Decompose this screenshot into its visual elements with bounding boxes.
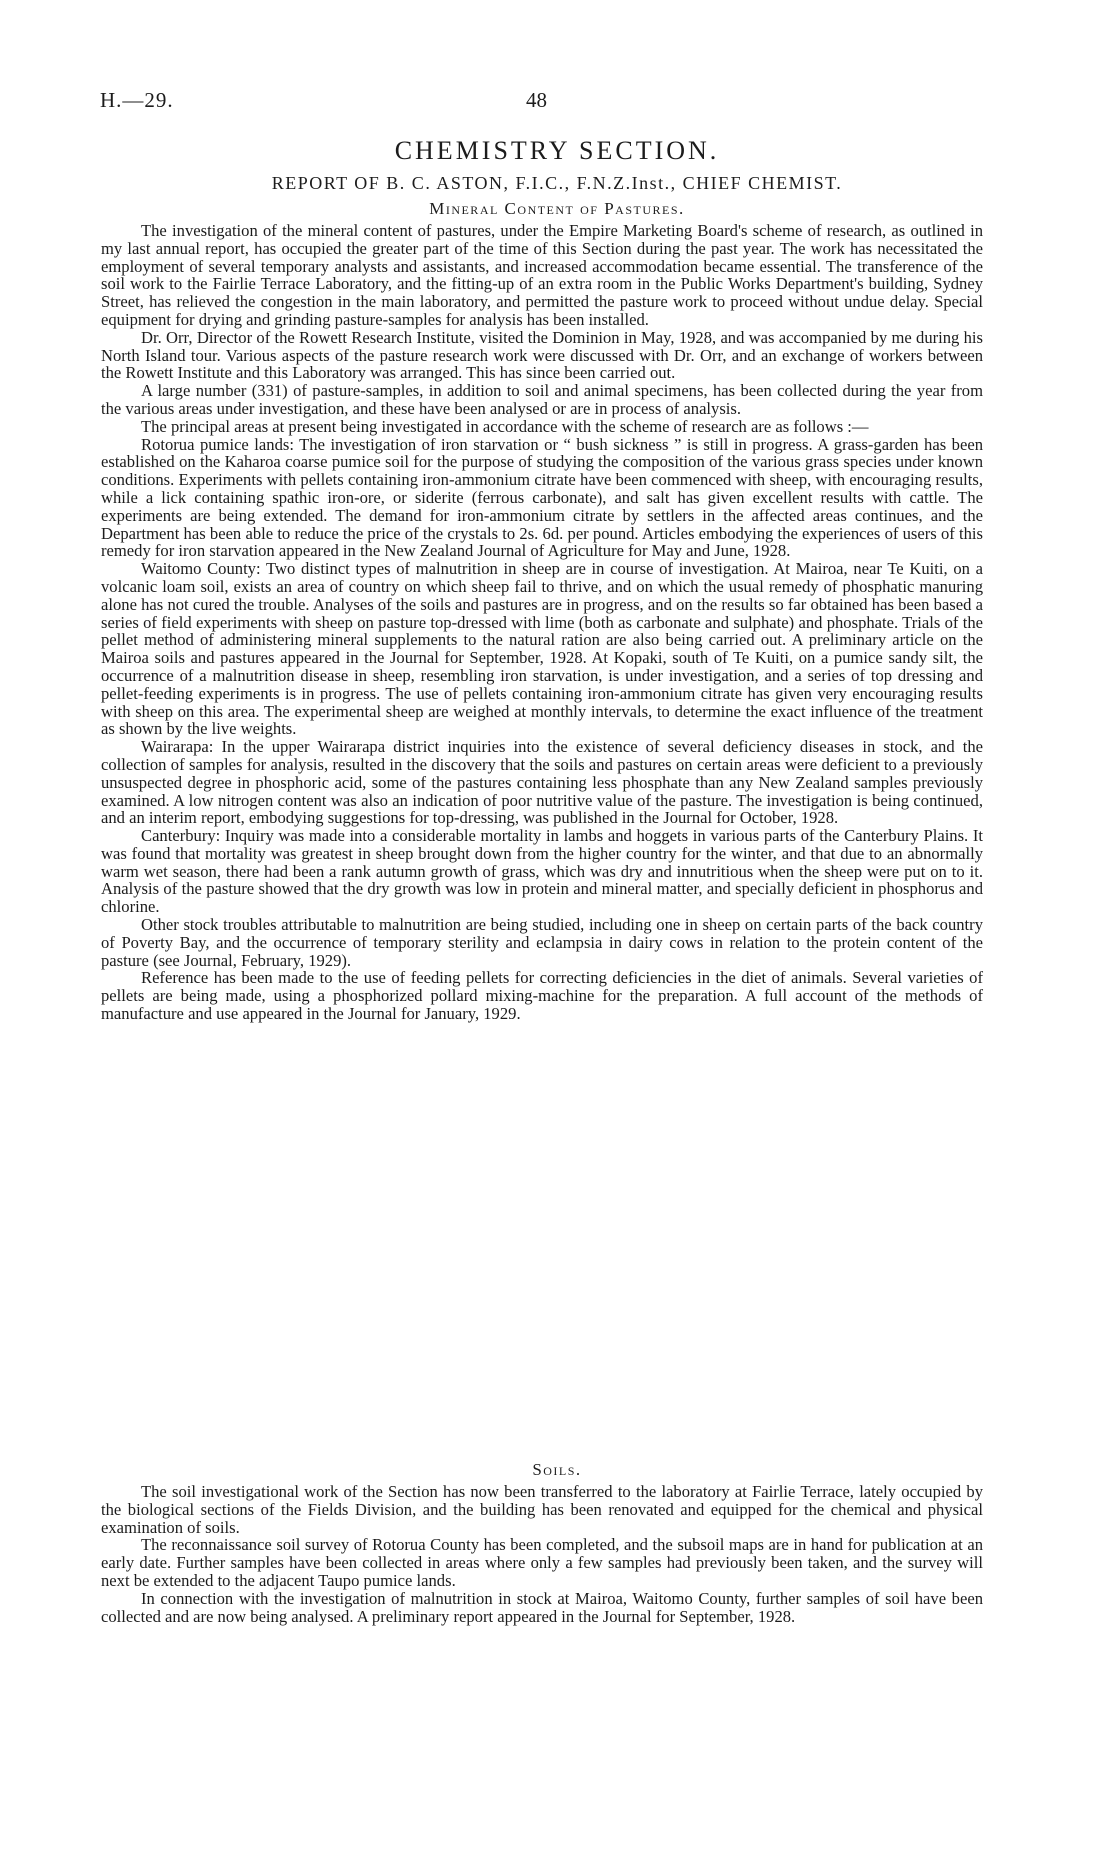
paragraph-waitomo: Waitomo County: Two distinct types of malnutrition in sheep are in course of investigation. At Mairoa, near Te Kuiti, on a volcanic loam soil, exists an area of country on which sheep fail to thrive, and on which the usual remedy of phosphatic manuring alone has not cured the trouble. Analyses of the soils and pastures are in progress, and on the results so far obtained has been based a series of field experiments with sheep on pasture top-dressed with lime (both as carbonate and sulphate) and phosphate. Trials of the pellet method of administering mineral supplements to the natural ration are also being carried out. A preliminary article on the Mairoa soils and pastures appeared in the Journal for September, 1928. At Kopaki, south of Te Kuiti, on a pumice sandy silt, the occurrence of a malnutrition disease in sheep, resembling iron starvation, is under investigation, and a series of top dressing and pellet-feeding experiments is in progress. The use of pellets containing iron-ammonium citrate has given very encouraging results with sheep on this area. The experimental sheep are weighed at monthly intervals, to determine the exact influence of the treatment as shown by the live weights. — [101, 559, 983, 739]
paragraph: Other stock troubles attributable to malnutrition are being studied, including one in sheep on certain parts of the back country of Poverty Bay, and the occurrence of temporary sterility and eclampsia in dairy cows in relation to the protein content of the pasture (see Journal, February, 1929). — [101, 915, 983, 970]
paragraph: The investigation of the mineral content of pastures, under the Empire Marketing Board's scheme of research, as outlined in my last annual report, has occupied the greater part of the time of this Section during the past year. The work has necessitated the employment of several temporary analysts and assistants, and increased accommodation became essential. The transference of the soil work to the Fairlie Terrace Laboratory, and the fitting-up of an extra room in the Public Works Department's building, Sydney Street, has relieved the congestion in the main laboratory, and permitted the pasture work to proceed without undue delay. Special equipment for drying and grinding pasture-samples for analysis has been installed. — [101, 221, 983, 329]
page-number: 48 — [526, 88, 547, 112]
paragraph-rotorua: Rotorua pumice lands: The investigation of iron starvation or “ bush sickness ” is still in progress. A grass-garden has been established on the Kaharoa coarse pumice soil for the purpose of studying the composition of the various grass species under known conditions. Experiments with pellets containing iron-ammonium citrate have been commenced with sheep, with encouraging results, while a lick containing spathic iron-ore, or siderite (ferrous carbonate), and salt has given excellent results with cattle. The experiments are being extended. The demand for iron-ammonium citrate by settlers in the affected areas continues, and the Department has been able to reduce the price of the crystals to 2s. 6d. per pound. Articles embodying the experiences of users of this remedy for iron starvation appeared in the New Zealand Journal of Agriculture for May and June, 1928. — [101, 434, 983, 561]
paragraph: The principal areas at present being investigated in accordance with the scheme of research are as follows :— — [141, 416, 869, 436]
section-title: CHEMISTRY SECTION. — [394, 136, 720, 165]
paragraph: The soil investigational work of the Section has now been transferred to the laboratory at Fairlie Terrace, lately occupied by the biological sections of the Fields Division, and the building has been renovated and equipped for the chemical and physical examination of soils. — [101, 1482, 983, 1537]
paragraph-canterbury: Canterbury: Inquiry was made into a considerable mortality in lambs and hoggets in various parts of the Canterbury Plains. It was found that mortality was greatest in sheep brought down from the higher country for the winter, and that due to an abnormally warm wet season, there had been a rank autumn growth of grass, which was dry and innutritious when the sheep were put on to it. Analysis of the pasture showed that the dry growth was low in protein and mineral matter, and specially deficient in phosphorus and chlorine. — [101, 826, 983, 917]
paragraph-wairarapa: Wairarapa: In the upper Wairarapa district inquiries into the existence of several deficiency diseases in stock, and the collection of samples for analysis, resulted in the discovery that the soils and pastures on certain areas were deficient to a previously unsuspected degree in phosphoric acid, some of the pastures containing less phosphate than any New Zealand samples previously examined. A low nitrogen content was also an indication of poor nutritive value of the pasture. The investigation is being continued, and an interim report, embodying suggestions for top-dressing, was published in the Journal for October, 1928. — [101, 737, 983, 828]
soils-body — [101, 1483, 983, 1625]
mineral-content-body — [101, 222, 983, 1023]
paragraph: Dr. Orr, Director of the Rowett Research Institute, visited the Dominion in May, 1928, and was accompanied by me during his North Island tour. Various aspects of the pasture research work were discussed with Dr. Orr, and an exchange of workers between the Rowett Institute and this Laboratory was arranged. This has since been carried out. — [101, 327, 983, 383]
report-title: REPORT OF B. C. ASTON, F.I.C., F.N.Z.Inst., CHIEF CHEMIST. — [271, 173, 843, 193]
paragraph: A large number (331) of pasture-samples, in addition to soil and animal specimens, has been collected during the year from the various areas under investigation, and these have been analysed or are in process of analysis. — [101, 381, 983, 418]
paragraph: The reconnaissance soil survey of Rotorua County has been completed, and the subsoil maps are in hand for publication at an early date. Further samples have been collected in areas where only a few samples had previously been taken, and the survey will next be extended to the adjacent Taupo pumice lands. — [101, 1535, 983, 1590]
document-reference: H.—29. — [100, 88, 174, 112]
paragraph: In connection with the investigation of malnutrition in stock at Mairoa, Waitomo County, further samples of soil have been collected and are now being analysed. A preliminary report appeared in the Journal for September, 1928. — [101, 1588, 983, 1626]
soils-heading: Soils. — [532, 1460, 582, 1479]
mineral-content-heading: Mineral Content of Pastures. — [429, 199, 685, 218]
paragraph: Reference has been made to the use of feeding pellets for correcting deficiencies in the diet of animals. Several varieties of pellets are being made, using a phosphorized pollard mixing-machine for the preparation. A full account of the methods of manufacture and use appeared in the Journal for January, 1929. — [101, 968, 983, 1024]
